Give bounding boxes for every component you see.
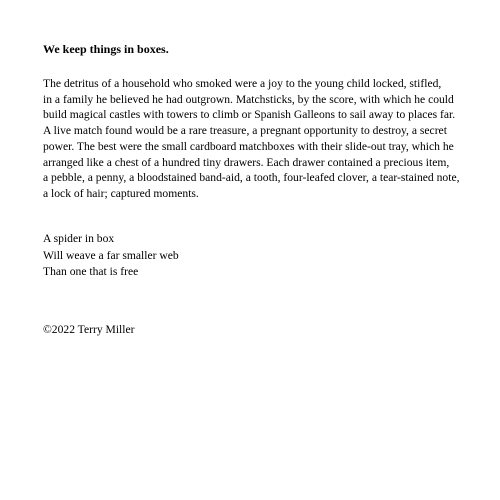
prose-paragraph — [43, 76, 483, 202]
paragraph-line: arranged like a chest of a hundred tiny drawers. Each drawer contained a precious item, — [43, 155, 450, 169]
paragraph-line: a lock of hair; captured moments. — [43, 186, 199, 200]
paragraph-line: a pebble, a penny, a bloodstained band-aid, a tooth, four-leafed clover, a tear-stained note, — [43, 171, 460, 185]
haiku-line: Than one that is free — [43, 265, 139, 279]
paragraph-line: power. The best were the small cardboard matchboxes with their slide-out tray, which he — [43, 139, 454, 153]
copyright-notice: ©2022 Terry Miller — [43, 323, 135, 336]
paragraph-line: build magical castles with towers to climb or Spanish Galleons to sail away to places far. — [43, 108, 456, 122]
paragraph-line: The detritus of a household who smoked were a joy to the young child locked, stifled, — [43, 77, 442, 90]
paragraph-line: A live match found would be a rare treasure, a pregnant opportunity to destroy, a secret — [43, 124, 447, 138]
document-title: We keep things in boxes. — [43, 42, 169, 56]
haiku-line: Will weave a far smaller web — [43, 248, 179, 262]
haiku-stanza — [43, 231, 179, 281]
paragraph-line: in a family he believed he had outgrown. Matchsticks, by the score, with which he could — [43, 92, 454, 106]
haiku-line: A spider in box — [43, 232, 115, 245]
